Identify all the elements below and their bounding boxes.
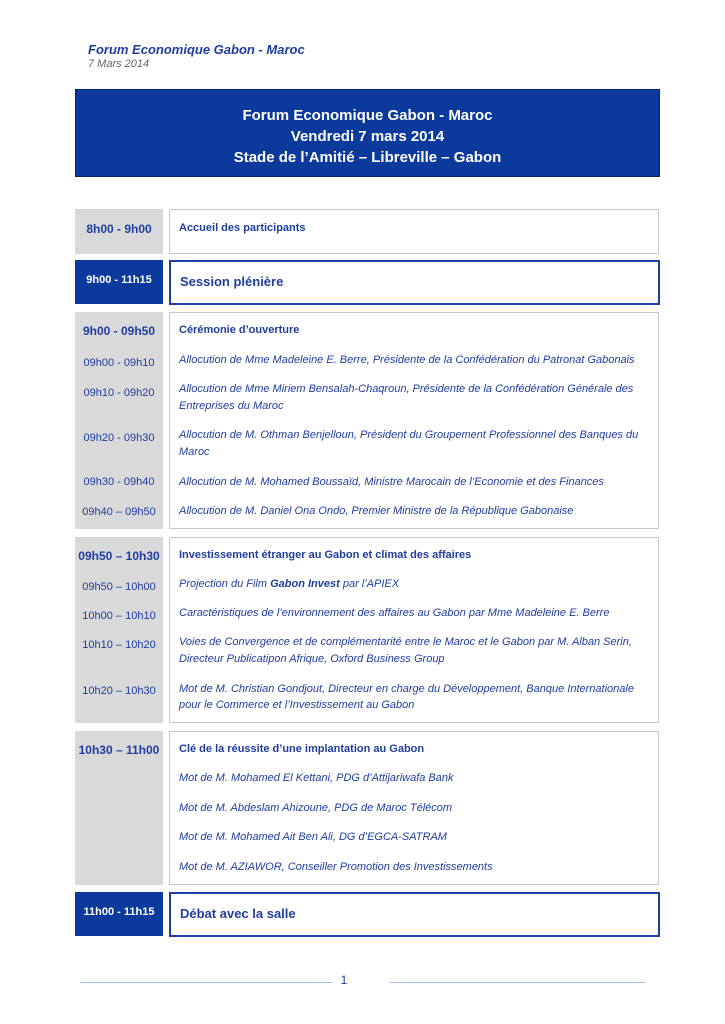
document-header-date: 7 Mars 2014 — [88, 58, 150, 70]
ceremonie-item-time: 09h00 - 09h10 — [83, 357, 155, 369]
ceremonie-content-cell — [169, 312, 659, 529]
banner-line-2: Vendredi 7 mars 2014 — [290, 128, 445, 145]
accueil-title: Accueil des participants — [179, 222, 306, 234]
ceremonie-time: 9h00 - 09h50 — [82, 324, 156, 338]
cle-item-text: Mot de M. Abdeslam Ahizoune, PDG de Maroc Télécom — [179, 802, 453, 814]
pleniere-title: Session plénière — [180, 274, 284, 289]
footer-divider-left — [80, 982, 332, 983]
ceremonie-item-time: 09h10 - 09h20 — [83, 387, 155, 399]
ceremonie-item-text-cont: Maroc — [179, 446, 210, 458]
banner-line-1: Forum Economique Gabon - Maroc — [242, 107, 493, 124]
investissement-item-text-cont: pour le Commerce et l’Investissement au Gabon — [179, 699, 415, 711]
cle-time: 10h30 – 11h00 — [78, 743, 160, 757]
banner-line-3: Stade de l’Amitié – Libreville – Gabon — [233, 149, 502, 166]
cle-title: Clé de la réussite d’une implantation au Gabon — [179, 743, 425, 755]
document-header-title: Forum Economique Gabon - Maroc — [88, 42, 305, 57]
investissement-item-text-cont: Directeur Publicatipon Afrique, Oxford Business Group — [179, 653, 445, 665]
ceremonie-item-text: Allocution de M. Othman Benjelloun, Président du Groupement Professionnel des Banques du — [179, 429, 639, 441]
investissement-item-time: 10h00 – 10h10 — [82, 610, 156, 622]
footer-divider-right — [390, 982, 645, 983]
film-prefix: Projection du Film — [179, 578, 271, 590]
film-projection-text — [179, 576, 399, 593]
accueil-time: 8h00 - 9h00 — [86, 222, 152, 236]
cle-item-text: Mot de M. AZIAWOR, Conseiller Promotion des Investissements — [179, 861, 493, 873]
ceremonie-item-time: 09h40 – 09h50 — [82, 506, 156, 518]
title-banner — [75, 89, 660, 177]
ceremonie-item-text-cont: Entreprises du Maroc — [179, 400, 284, 412]
debat-time: 11h00 - 11h15 — [83, 906, 155, 918]
investissement-item-time: 10h20 – 10h30 — [82, 685, 156, 697]
cle-item-text: Mot de M. Mohamed Ait Ben Ali, DG d’EGCA-SATRAM — [179, 831, 447, 843]
ceremonie-title: Cérémonie d’ouverture — [179, 324, 300, 336]
ceremonie-item-time: 09h20 - 09h30 — [83, 432, 155, 444]
investissement-item-time: 09h50 – 10h00 — [82, 581, 156, 593]
ceremonie-item-text: Allocution de M. Daniel Ona Ondo, Premier Ministre de la République Gabonaise — [179, 505, 574, 517]
pleniere-time: 9h00 - 11h15 — [86, 274, 152, 286]
investissement-title: Investissement étranger au Gabon et climat des affaires — [179, 549, 472, 561]
ceremonie-time-cell — [75, 312, 163, 529]
investissement-time: 09h50 – 10h30 — [78, 549, 160, 563]
ceremonie-item-text: Allocution de Mme Miriem Bensalah-Chaqroun, Présidente de la Confédération Générale des — [179, 383, 634, 395]
film-title: Gabon Invest — [270, 578, 340, 590]
investissement-item-text: Voies de Convergence et de complémentarité entre le Maroc et le Gabon par M. Alban Serin, — [179, 636, 632, 648]
film-suffix: par l’APIEX — [339, 578, 400, 590]
investissement-item-text: Mot de M. Christian Gondjout, Directeur en charge du Développement, Banque Internationale — [179, 683, 634, 695]
debat-title: Débat avec la salle — [180, 906, 296, 921]
investissement-item-text: Caractéristiques de l’environnement des affaires au Gabon par Mme Madeleine E. Berre — [179, 607, 610, 619]
cle-item-text: Mot de M. Mohamed El Kettani, PDG d’Attijariwafa Bank — [179, 772, 454, 784]
ceremonie-item-text: Allocution de Mme Madeleine E. Berre, Présidente de la Confédération du Patronat Gabonais — [179, 354, 635, 366]
ceremonie-item-text: Allocution de M. Mohamed Boussaïd, Ministre Marocain de l’Economie et des Finances — [179, 476, 604, 488]
investissement-item-time: 10h10 – 10h20 — [82, 639, 156, 651]
ceremonie-item-time: 09h30 - 09h40 — [83, 476, 155, 488]
page-number: 1 — [340, 973, 348, 987]
